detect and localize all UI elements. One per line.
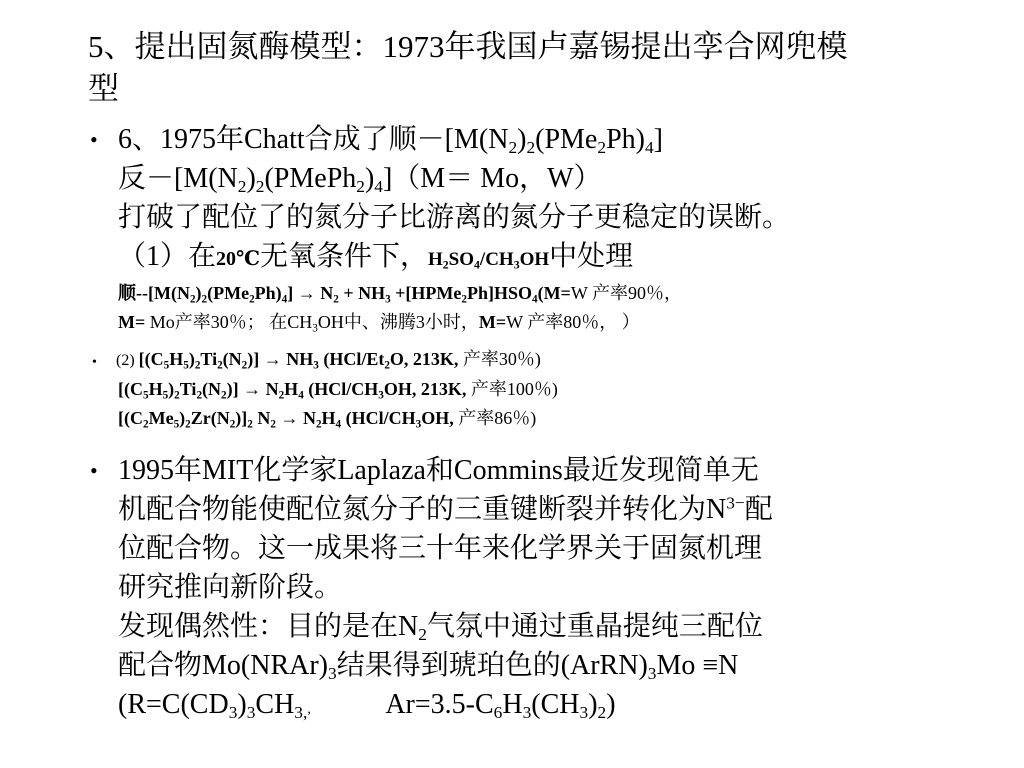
bullet-marker-1: • — [90, 127, 98, 152]
right-arrow-icon: → — [280, 408, 299, 428]
title-line-2: 型 — [88, 71, 119, 106]
discovery-line-1: 1995年MIT化学家Laplaza和Commins最近发现简单无 — [118, 455, 759, 486]
discovery-line-5: 发现偶然性：目的是在$N_2$气氛中通过重晶提纯三配位 — [118, 611, 763, 645]
discovery-line-2: 机配合物能使配位氮分子的三重键断裂并转化为$N^{3-}$配 — [118, 493, 773, 525]
bullet-item-1995 — [118, 451, 938, 729]
reaction-line-1: (2) $[(C_5H_5)_2Ti_2(N_2)] \to NH_3$ ($HCl/Et_2O$, 213K, 产率30％) — [116, 345, 938, 375]
slide-title — [88, 26, 938, 110]
discovery-line-6: 配合物$Mo(NRAr)_3$结果得到琥珀色的$(ArRN)_3Mo \equiv N$ — [118, 650, 739, 684]
chatt-line-4: （1）在20℃无氧条件下，$H_2SO_4/CH_3OH$中处理 — [118, 241, 634, 272]
bullet-marker-2: • — [92, 355, 97, 370]
bullet-item-chatt — [118, 120, 938, 337]
chatt-line-3: 打破了配位了的氮分子比游离的氮分子更稳定的误断。 — [118, 202, 791, 233]
bullet-marker-3: • — [90, 458, 98, 483]
title-line-1: 5、提出固氮酶模型：1973年我国卢嘉锡提出孪合网兜模 — [88, 29, 848, 64]
right-arrow-icon: → — [297, 283, 316, 303]
discovery-line-4: 研究推向新阶段。 — [118, 572, 343, 603]
chatt-line-2: 反$-[M(N_2)_2(PMePh_2)_4](M= Mo$，W） — [118, 163, 602, 197]
right-arrow-icon: → — [263, 349, 282, 369]
discovery-line-7: ($R=C(CD_3)_3CH_{3,}$, $Ar=3.5-C_6H_3(CH_3)_2$) — [118, 689, 616, 723]
discovery-line-3: 位配合物。这一成果将三十年来化学界关于固氮机理 — [118, 533, 763, 564]
bullet-item-reactions — [118, 345, 938, 433]
reaction-line-2: $[(C_5H_5)_2Ti_2(N_2)] \to N_2H_4$ ($HCl/CH_3OH$, 213K, 产率100％) — [118, 375, 938, 404]
chatt-line-5: 顺$--[M(N_2)_2(PMe_2Ph)_4] \to N_2 + NH_3$ $+[HPMe_2Ph]HSO_4(M=W$ 产率90％， — [118, 279, 938, 308]
reaction-line-3: $[(C_2Me_5)_2Zr(N_2)]_2$ $N_2 \to N_2H_4$ ($HCl/CH_3OH$, 产率86％) — [118, 404, 938, 433]
chatt-line-6: M= Mo产率30％； 在$CH_3OH$中、沸腾3小时，M=W 产率80％， ） — [118, 312, 640, 335]
right-arrow-icon: → — [243, 379, 262, 399]
chatt-line-1: 6、1975年Chatt合成了顺$-[M(N_2)_2(PMe_2Ph)_4]$ — [118, 124, 663, 158]
